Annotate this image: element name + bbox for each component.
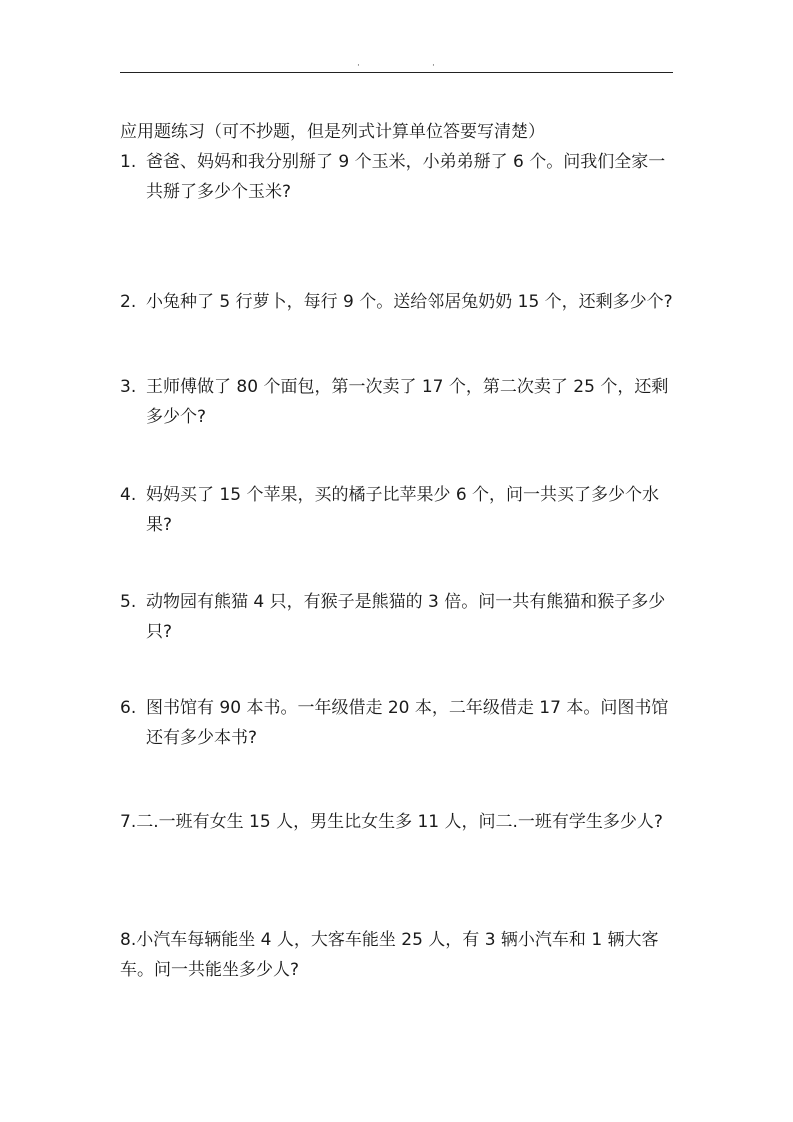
question-text: 爸爸、妈妈和我分别掰了 9 个玉米，小弟弟掰了 6 个。问我们全家一共掰了多少个玉米?	[146, 152, 666, 202]
question-text: 小兔种了 5 行萝卜，每行 9 个。送给邻居兔奶奶 15 个，还剩多少个?	[146, 292, 673, 312]
question-text: 动物园有熊猫 4 只，有猴子是熊猫的 3 倍。问一共有熊猫和猴子多少只?	[146, 592, 666, 642]
question-2	[120, 287, 676, 317]
question-number: 7.	[120, 812, 137, 832]
question-4	[120, 480, 676, 540]
question-number: 8.	[120, 930, 137, 950]
header-mark: ·	[357, 61, 360, 71]
question-number: 5.	[120, 592, 137, 612]
question-number: 1.	[120, 152, 137, 172]
question-text: 妈妈买了 15 个苹果，买的橘子比苹果少 6 个，问一共买了多少个水果?	[146, 485, 660, 535]
question-number: 2.	[120, 292, 137, 312]
header-mark: ·	[432, 61, 435, 71]
header-rule	[120, 72, 673, 73]
question-text: 王师傅做了 80 个面包，第一次卖了 17 个，第二次卖了 25 个，还剩多少个?	[146, 377, 669, 427]
worksheet-instructions: 应用题练习（可不抄题，但是列式计算单位答要写清楚）	[120, 122, 545, 142]
question-body	[120, 807, 676, 837]
question-text: 二.一班有女生 15 人，男生比女生多 11 人，问二.一班有学生多少人?	[136, 812, 663, 832]
question-number: 3.	[120, 377, 137, 397]
question-5	[120, 587, 676, 647]
question-text: 小汽车每辆能坐 4 人，大客车能坐 25 人，有 3 辆小汽车和 1 辆大客车。问一共能坐多少人?	[120, 930, 659, 980]
question-7	[120, 807, 676, 837]
question-1	[120, 147, 676, 207]
question-8	[120, 925, 676, 985]
question-3	[120, 372, 676, 432]
question-text: 图书馆有 90 本书。一年级借走 20 本，二年级借走 17 本。问图书馆还有多少本书?	[146, 698, 669, 748]
question-body	[120, 925, 676, 985]
question-number: 6.	[120, 698, 137, 718]
question-number: 4.	[120, 485, 137, 505]
question-6	[120, 693, 676, 753]
